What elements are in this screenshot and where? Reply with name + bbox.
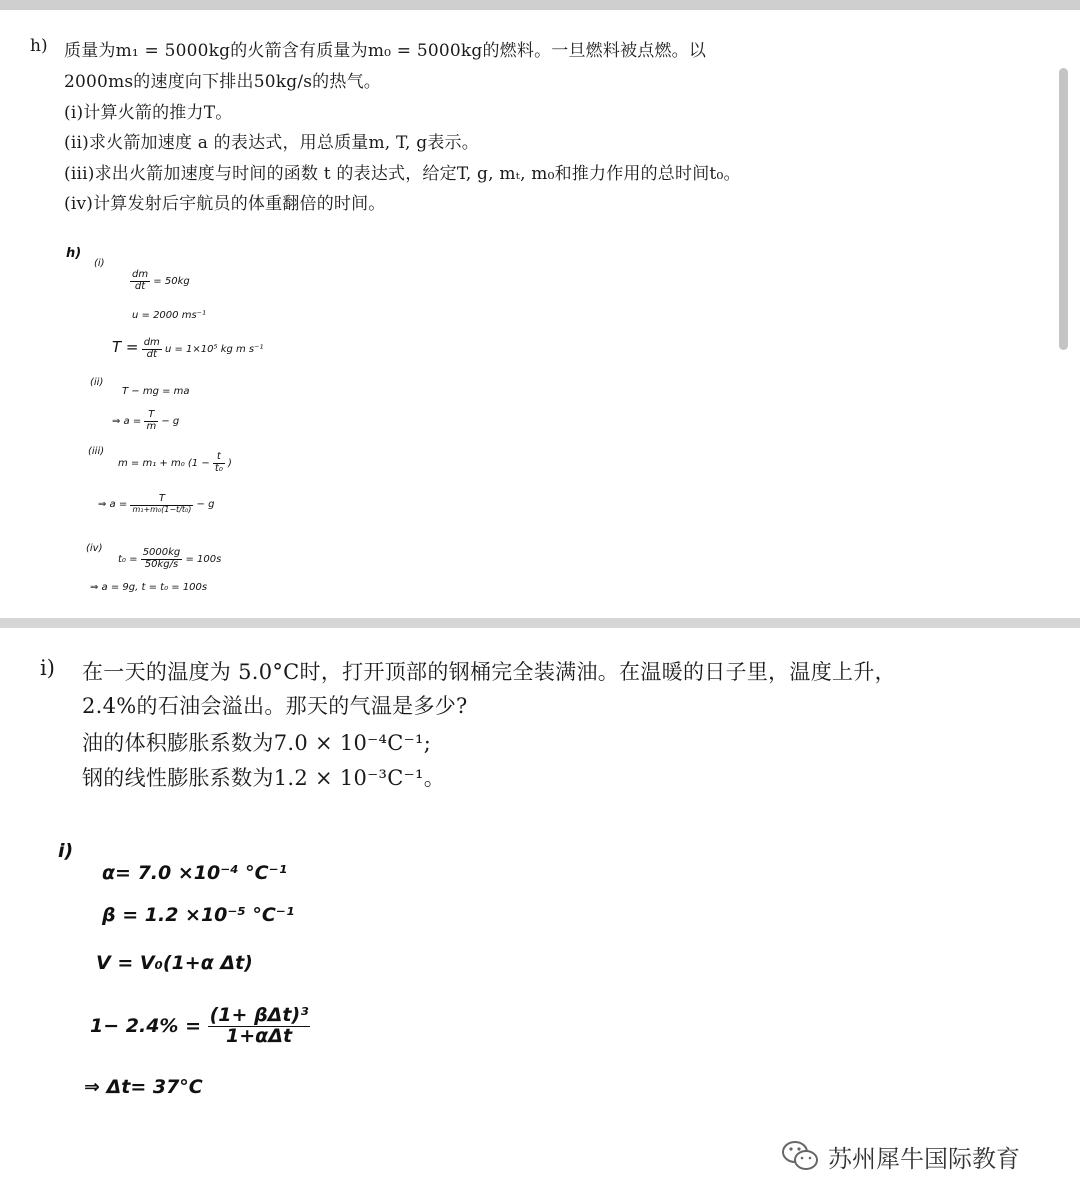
- solution-i-label: i): [58, 840, 74, 862]
- watermark-text: 苏州犀牛国际教育: [828, 1144, 1020, 1173]
- solution-h-u: u = 2000 ms⁻¹: [132, 310, 206, 321]
- problem-i-line4: 钢的线性膨胀系数为1.2 × 10⁻³C⁻¹。: [82, 766, 446, 790]
- problem-h-part-ii: (ii)求火箭加速度 a 的表达式，用总质量m, T, g表示。: [64, 133, 479, 153]
- solution-h-ii-result: ⇒ a = $\frac{T}{m}$ − g: [112, 409, 180, 432]
- problem-h-part-iv: (iv)计算发射后宇航员的体重翻倍的时间。: [64, 194, 386, 214]
- solution-i-volume-eq: V = V₀(1+α Δt): [96, 952, 253, 974]
- solution-h-iii-label: (iii): [88, 446, 105, 457]
- solution-h-ii-label: (ii): [90, 377, 104, 388]
- top-border: [0, 0, 1080, 10]
- solution-h-label: h): [66, 246, 82, 261]
- solution-i-result: ⇒ Δt= 37°C: [84, 1076, 203, 1098]
- watermark: [780, 1136, 1050, 1176]
- section-divider: [0, 618, 1080, 628]
- problem-h-part-iii: (iii)求出火箭加速度与时间的函数 t 的表达式，给定T, g, mₜ, m₀和推力作用的总时间t₀。: [64, 164, 741, 184]
- problem-h-line1: 质量为m₁ = 5000kg的火箭含有质量为m₀ = 5000kg的燃料。一旦燃料被点燃。以: [64, 41, 707, 61]
- problem-i-line3: 油的体积膨胀系数为7.0 × 10⁻⁴C⁻¹;: [82, 731, 432, 755]
- scrollbar-thumb[interactable]: [1059, 68, 1068, 350]
- solution-h-ii-eq: T − mg = ma: [122, 386, 190, 397]
- problem-i-line1: 在一天的温度为 5.0°C时，打开顶部的钢桶完全装满油。在温暖的日子里，温度上升，: [82, 660, 896, 684]
- solution-h-iv-result: ⇒ a = 9g, t = t₀ = 100s: [90, 582, 208, 593]
- problem-h-line2: 2000ms的速度向下排出50kg/s的热气。: [64, 72, 381, 92]
- solution-h-iv-label: (iv): [86, 543, 103, 554]
- solution-h-iv-eq: t₀ = $\frac{5000kg}{50kg/s}$ = 100s: [118, 547, 222, 570]
- solution-i-ratio-eq: 1− 2.4% = $\frac{\text{(1+ βΔt)³}}{\text{1+αΔt}}$: [90, 1004, 309, 1047]
- problem-i-line2: 2.4%的石油会溢出。那天的气温是多少?: [82, 694, 468, 718]
- problem-h-part-i: (i)计算火箭的推力T。: [64, 103, 233, 123]
- solution-i-beta: β = 1.2 ×10⁻⁵ °C⁻¹: [102, 904, 295, 926]
- solution-h-thrust: T = $\frac{dm}{dt}$ u = 1×10⁵ kg m s⁻¹: [112, 337, 264, 360]
- problem-h-label: h): [30, 36, 48, 56]
- problem-i-label: i): [40, 656, 55, 680]
- solution-h-i-label: (i): [94, 258, 105, 269]
- solution-h-dm-dt: $\frac{dm}{dt}$ = 50kg: [132, 269, 190, 292]
- solution-h-iii-eq: m = m₁ + m₀ (1 − $\frac{t}{\text{t₀}}$ ): [118, 451, 232, 474]
- wechat-icon: [780, 1139, 820, 1173]
- solution-i-alpha: α= 7.0 ×10⁻⁴ °C⁻¹: [102, 862, 287, 884]
- solution-h-iii-result: ⇒ a = $\frac{T}{\text{m₁+m₀(1−t/t₀)}}$ − g: [98, 493, 215, 514]
